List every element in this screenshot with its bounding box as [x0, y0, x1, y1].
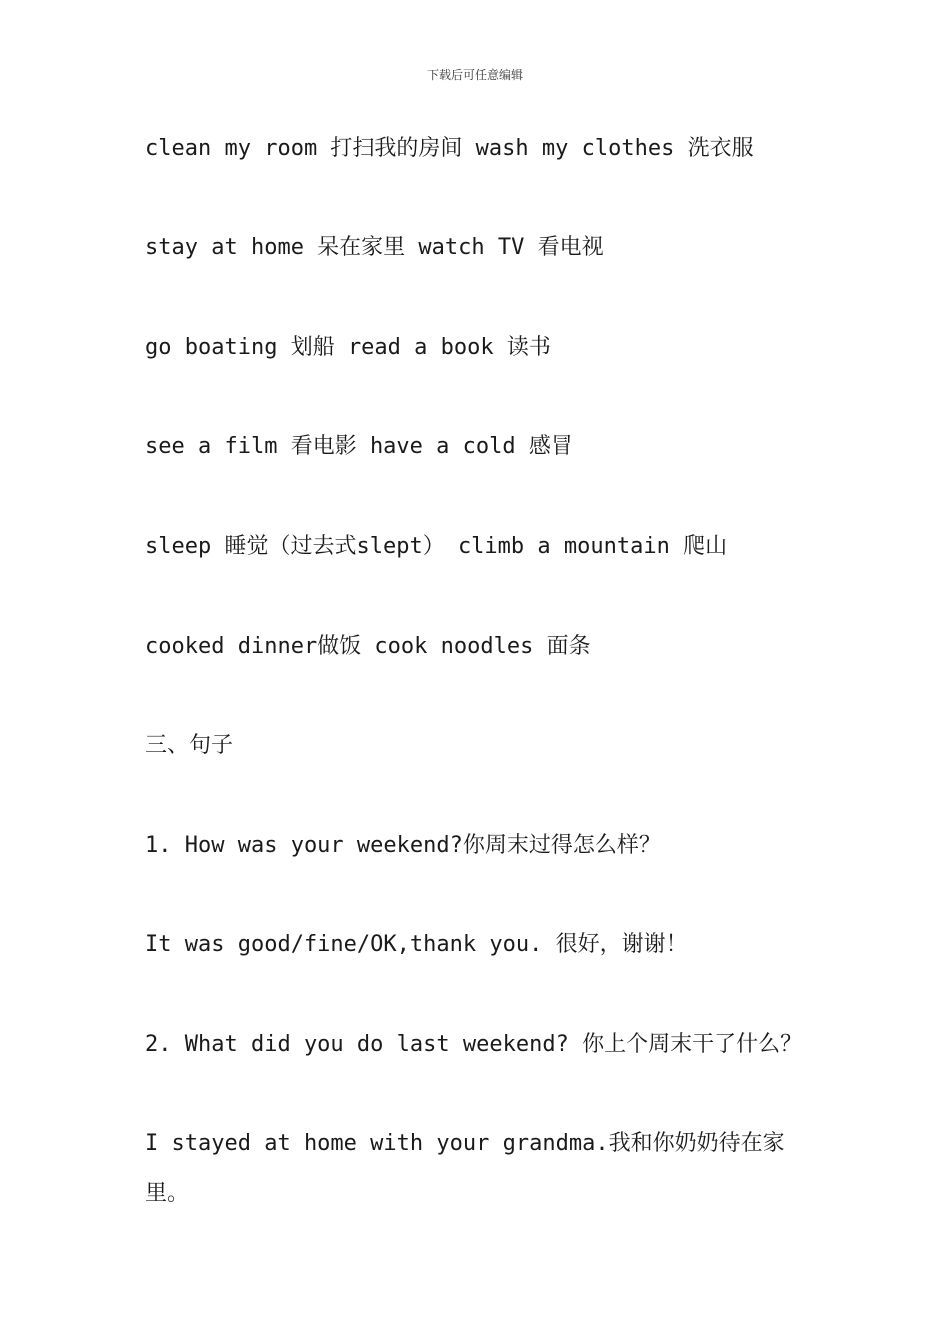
sentence-line: 2. What did you do last weekend? 你上个周末干了什么？ — [145, 1032, 803, 1057]
vocab-line: see a film 看电影 have a cold 感冒 — [145, 434, 573, 459]
vocab-line: sleep 睡觉（过去式slept） climb a mountain 爬山 — [145, 534, 728, 559]
sentence-line: It was good/fine/OK,thank you. 很好，谢谢！ — [145, 932, 688, 957]
section-title: 三、句子 — [145, 733, 234, 758]
vocab-line: cooked dinner做饭 cook noodles 面条 — [145, 634, 591, 659]
sentence-line: 里。 — [145, 1181, 190, 1206]
vocab-line: clean my room 打扫我的房间 wash my clothes 洗衣服 — [145, 136, 754, 161]
vocab-line: go boating 划船 read a book 读书 — [145, 335, 551, 360]
vocab-line: stay at home 呆在家里 watch TV 看电视 — [145, 235, 604, 260]
page-header: 下载后可任意编辑 — [426, 68, 523, 82]
sentence-line: 1. How was your weekend?你周末过得怎么样？ — [145, 833, 661, 858]
sentence-line: I stayed at home with your grandma.我和你奶奶待在家 — [145, 1131, 785, 1156]
